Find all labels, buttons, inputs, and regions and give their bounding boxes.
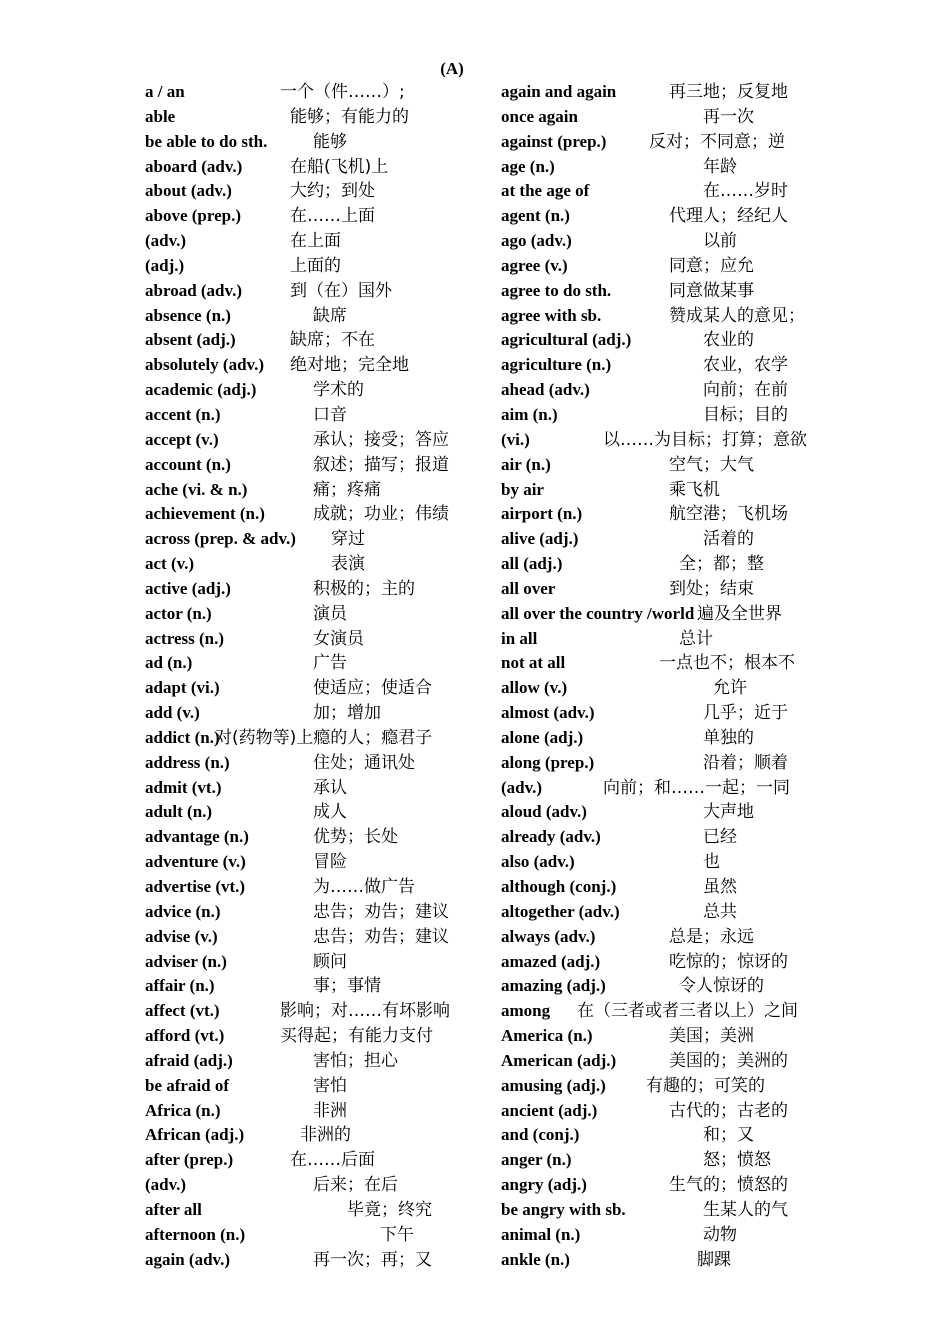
vocab-word: agree to do sth.: [501, 280, 612, 300]
vocab-entry: [501, 80, 841, 105]
vocab-entry: [501, 751, 841, 776]
vocab-entry: [145, 155, 485, 180]
vocab-entry: [501, 1123, 841, 1148]
vocab-entry: [145, 328, 485, 353]
vocab-meaning: 向前；在前: [703, 380, 788, 401]
vocab-meaning: 总共: [703, 901, 737, 922]
vocab-word: add (v.): [145, 703, 200, 723]
vocab-entry: [501, 776, 841, 801]
vocab-meaning: 在……后面: [290, 1150, 375, 1171]
vocab-word: angry (adj.): [501, 1175, 587, 1195]
vocab-word: after (prep.): [145, 1150, 234, 1170]
vocab-word: at the age of: [501, 181, 590, 201]
vocab-meaning: 活着的: [703, 529, 754, 550]
vocab-entry: [145, 999, 485, 1024]
vocab-meaning: 积极的；主的: [313, 578, 415, 599]
vocab-meaning: 事；事情: [313, 976, 381, 997]
vocab-entry: [501, 726, 841, 751]
vocab-word: actor (n.): [145, 603, 212, 623]
vocab-meaning: 年龄: [703, 156, 737, 177]
vocab-meaning: 到处；结束: [669, 578, 754, 599]
vocab-entry: [501, 279, 841, 304]
vocab-word: absolutely (adv.): [145, 355, 265, 375]
vocab-meaning: 总是；永远: [669, 926, 754, 947]
vocab-meaning: 成人: [313, 802, 347, 823]
vocab-entry: [145, 204, 485, 229]
vocab-meaning: 向前；和……一起；一同: [603, 777, 790, 798]
vocab-meaning: 在上面: [290, 231, 341, 252]
vocab-word: alone (adj.): [501, 727, 584, 747]
vocab-entry: [145, 353, 485, 378]
vocab-meaning: 农业的: [703, 330, 754, 351]
vocab-word: achievement (n.): [145, 504, 265, 524]
vocab-meaning: 乘飞机: [669, 479, 720, 500]
vocab-word: all over the country /world: [501, 603, 695, 623]
vocab-word: all over: [501, 578, 556, 598]
vocab-entry: [501, 1148, 841, 1173]
vocab-word: ancient (adj.): [501, 1100, 598, 1120]
vocab-word: air (n.): [501, 454, 551, 474]
vocab-word: advertise (vt.): [145, 877, 246, 896]
vocab-entry: [145, 1173, 485, 1198]
vocab-entry: [501, 1198, 841, 1223]
vocab-word: amazing (adj.): [501, 976, 606, 996]
vocab-word: although (conj.): [501, 877, 617, 896]
vocab-meaning: 下午: [380, 1224, 414, 1245]
vocab-word: affect (vt.): [145, 1001, 220, 1021]
vocab-entry: [145, 776, 485, 801]
vocab-entry: [501, 602, 841, 627]
vocab-word: above (prep.): [145, 206, 242, 226]
vocab-entry: [501, 1099, 841, 1124]
vocab-meaning: 以前: [703, 231, 737, 252]
vocab-meaning: 加；增加: [313, 703, 381, 724]
vocab-meaning: 非洲: [313, 1100, 347, 1121]
vocab-word: advantage (n.): [145, 827, 249, 847]
vocab-word: and (conj.): [501, 1125, 580, 1145]
vocab-meaning: 到（在）国外: [290, 280, 392, 301]
vocab-meaning: 非洲的: [300, 1125, 351, 1146]
vocab-entry: [145, 900, 485, 925]
vocab-meaning: 使适应；使适合: [313, 678, 432, 699]
vocab-entry: [145, 254, 485, 279]
vocab-meaning: 影响；对……有坏影响: [280, 1001, 450, 1022]
vocab-meaning: 优势；长处: [313, 827, 398, 848]
vocab-entry: [501, 229, 841, 254]
vocab-entry: [501, 1049, 841, 1074]
vocab-word: agriculture (n.): [501, 355, 612, 375]
vocab-entry: [145, 1123, 485, 1148]
vocab-meaning: 害怕: [313, 1075, 347, 1096]
vocab-meaning: 叙述；描写；报道: [313, 454, 449, 475]
vocab-meaning: 怒；愤怒: [703, 1150, 771, 1171]
vocab-meaning: 承认: [313, 777, 347, 798]
vocab-entry: [501, 999, 841, 1024]
vocab-meaning: 几乎；近于: [703, 703, 788, 724]
vocab-word: admit (vt.): [145, 777, 222, 797]
vocab-meaning: 在船(飞机)上: [290, 156, 389, 177]
vocab-entry: [501, 1173, 841, 1198]
vocab-entry: [145, 825, 485, 850]
vocab-entry: [145, 552, 485, 577]
vocab-meaning: 再一次: [703, 106, 754, 127]
vocab-meaning: 顾问: [313, 951, 347, 972]
vocab-meaning: 大声地: [703, 802, 754, 823]
vocab-entry: [145, 527, 485, 552]
vocab-word: act (v.): [145, 554, 195, 574]
vocab-meaning: 再三地；反复地: [669, 82, 788, 102]
vocab-entry: [145, 1099, 485, 1124]
vocab-entry: [145, 105, 485, 130]
vocab-word: aloud (adv.): [501, 802, 587, 822]
vocab-meaning: 再一次；再；又: [313, 1249, 432, 1270]
vocab-word: adviser (n.): [145, 951, 227, 971]
vocab-entry: [501, 527, 841, 552]
vocab-entry: [501, 577, 841, 602]
vocab-meaning: 目标；目的: [703, 404, 788, 425]
vocab-meaning: 美国；美洲: [669, 1026, 754, 1047]
vocab-entry: [145, 726, 485, 751]
vocab-word: be afraid of: [145, 1075, 230, 1095]
vocab-word: across (prep. & adv.): [145, 529, 296, 549]
vocab-word: again and again: [501, 82, 617, 101]
vocab-meaning: 沿着；顺着: [703, 752, 788, 773]
vocab-meaning: 能够: [313, 131, 347, 152]
vocab-word: again (adv.): [145, 1249, 231, 1269]
vocab-meaning: 生某人的气: [703, 1199, 788, 1220]
vocab-meaning: 生气的；愤怒的: [669, 1175, 788, 1196]
vocab-meaning: 遍及全世界: [697, 603, 782, 624]
vocab-meaning: 吃惊的；惊讶的: [669, 951, 788, 972]
vocab-entry: [145, 751, 485, 776]
vocab-meaning: 穿过: [331, 529, 365, 550]
vocab-entry: [501, 328, 841, 353]
vocab-meaning: 航空港；飞机场: [669, 504, 788, 525]
vocab-meaning: 反对；不同意；逆: [649, 131, 785, 152]
vocab-entry: [145, 676, 485, 701]
vocab-word: (adv.): [145, 231, 187, 251]
vocab-word: addict (n.): [145, 727, 220, 747]
vocab-meaning: 缺席: [313, 305, 347, 326]
vocab-entry: [501, 428, 841, 453]
vocab-meaning: 同意；应允: [669, 255, 754, 276]
vocab-meaning: 买得起；有能力支付: [280, 1026, 433, 1047]
vocab-meaning: 演员: [313, 603, 347, 624]
vocab-word: affair (n.): [145, 976, 215, 996]
vocab-word: abroad (adv.): [145, 280, 242, 300]
vocab-entry: [501, 353, 841, 378]
vocab-entry: [501, 676, 841, 701]
vocab-word: be able to do sth.: [145, 131, 268, 151]
vocab-meaning: 后来；在后: [313, 1175, 398, 1196]
vocab-word: address (n.): [145, 752, 230, 772]
vocab-meaning: 成就；功业；伟绩: [313, 504, 449, 525]
vocab-word: alive (adj.): [501, 529, 579, 549]
vocab-meaning: 在……岁时: [703, 181, 788, 202]
vocab-meaning: 冒险: [313, 852, 347, 873]
vocab-meaning: 毕竟；终究: [347, 1199, 432, 1220]
vocab-entry: [501, 453, 841, 478]
vocab-entry: [145, 974, 485, 999]
vocab-entry: [145, 800, 485, 825]
vocab-entry: [145, 1049, 485, 1074]
vocab-entry: [501, 825, 841, 850]
vocab-word: Africa (n.): [145, 1100, 221, 1120]
vocab-entry: [145, 627, 485, 652]
vocab-meaning: 以……为目标；打算；意欲: [603, 429, 807, 450]
vocab-entry: [145, 850, 485, 875]
vocab-meaning: 赞成某人的意见；: [669, 305, 805, 326]
vocab-entry: [501, 900, 841, 925]
vocab-entry: [145, 950, 485, 975]
vocab-word: agricultural (adj.): [501, 330, 632, 350]
vocab-word: ahead (adv.): [501, 380, 590, 400]
vocab-word: advice (n.): [145, 901, 221, 921]
vocab-word: be angry with sb.: [501, 1199, 626, 1219]
vocab-entry: [501, 378, 841, 403]
vocab-meaning: 绝对地；完全地: [290, 355, 409, 376]
vocab-word: not at all: [501, 653, 566, 673]
vocab-entry: [145, 1074, 485, 1099]
left-column: [145, 80, 485, 1273]
vocab-entry: [501, 701, 841, 726]
vocab-meaning: 一点也不；根本不: [659, 653, 795, 674]
vocab-entry: [501, 403, 841, 428]
vocab-entry: [145, 577, 485, 602]
vocab-word: ad (n.): [145, 653, 193, 673]
vocab-meaning: 脚踝: [697, 1249, 731, 1270]
vocab-entry: [145, 1223, 485, 1248]
vocab-entry: [145, 651, 485, 676]
vocab-word: a / an: [145, 82, 185, 101]
vocab-entry: [145, 701, 485, 726]
vocab-meaning: 美国的；美洲的: [669, 1050, 788, 1071]
vocab-entry: [501, 179, 841, 204]
vocab-meaning: 对(药物等)上瘾的人；瘾君子: [215, 727, 433, 748]
vocab-entry: [501, 254, 841, 279]
vocab-entry: [145, 403, 485, 428]
vocab-word: about (adv.): [145, 181, 232, 201]
vocab-word: advise (v.): [145, 926, 218, 946]
vocab-entry: [145, 453, 485, 478]
vocab-meaning: 承认；接受；答应: [313, 429, 449, 450]
vocab-meaning: 能够；有能力的: [290, 106, 409, 127]
vocab-word: active (adj.): [145, 578, 231, 598]
vocab-word: by air: [501, 479, 544, 499]
vocab-entry: [501, 1223, 841, 1248]
vocab-word: aim (n.): [501, 404, 558, 424]
vocab-word: account (n.): [145, 454, 231, 474]
vocab-word: accept (v.): [145, 429, 219, 449]
vocab-word: afternoon (n.): [145, 1224, 246, 1244]
vocab-word: animal (n.): [501, 1224, 581, 1244]
vocab-entry: [145, 875, 485, 900]
vocab-word: airport (n.): [501, 504, 583, 524]
vocab-word: (adv.): [145, 1175, 187, 1195]
vocab-meaning: 害怕；担心: [313, 1050, 398, 1071]
vocab-entry: [145, 130, 485, 155]
vocab-word: (adj.): [145, 255, 185, 275]
vocab-entry: [501, 651, 841, 676]
vocab-word: afford (vt.): [145, 1026, 225, 1046]
vocab-meaning: 总计: [679, 628, 713, 649]
vocab-word: in all: [501, 628, 538, 648]
vocab-entry: [501, 304, 841, 329]
vocab-meaning: 上面的: [290, 255, 341, 276]
vocab-entry: [501, 130, 841, 155]
vocab-word: ache (vi. & n.): [145, 479, 248, 499]
vocab-entry: [145, 179, 485, 204]
vocab-word: along (prep.): [501, 752, 595, 772]
vocab-meaning: 学术的: [313, 380, 364, 401]
vocab-entry: [145, 602, 485, 627]
vocab-meaning: 痛；疼痛: [313, 479, 381, 500]
vocab-entry: [145, 428, 485, 453]
vocab-word: agent (n.): [501, 206, 570, 226]
vocab-entry: [501, 950, 841, 975]
vocab-word: agree with sb.: [501, 305, 602, 325]
vocab-meaning: 住处；通讯处: [313, 752, 415, 773]
vocab-meaning: 在（三者或者三者以上）之间: [577, 1001, 798, 1022]
vocab-word: amazed (adj.): [501, 951, 601, 971]
vocab-word: allow (v.): [501, 678, 568, 698]
vocab-entry: [501, 875, 841, 900]
vocab-entry: [501, 1248, 841, 1273]
vocab-word: America (n.): [501, 1026, 593, 1046]
vocab-word: ankle (n.): [501, 1249, 570, 1269]
vocab-meaning: 古代的；古老的: [669, 1100, 788, 1121]
vocab-entry: [501, 204, 841, 229]
right-column: [501, 80, 841, 1273]
vocab-word: once again: [501, 106, 578, 126]
vocab-entry: [145, 1024, 485, 1049]
vocab-word: adapt (vi.): [145, 678, 220, 698]
vocab-entry: [501, 1024, 841, 1049]
vocab-word: absence (n.): [145, 305, 231, 325]
vocab-word: actress (n.): [145, 628, 224, 648]
vocab-meaning: 有趣的；可笑的: [646, 1075, 765, 1096]
vocab-meaning: 忠告；劝告；建议: [313, 901, 449, 922]
vocab-word: against (prep.): [501, 131, 607, 151]
vocab-meaning: 女演员: [313, 628, 364, 649]
vocab-meaning: 大约；到处: [290, 181, 375, 202]
vocab-entry: [145, 80, 485, 105]
vocab-entry: [145, 1148, 485, 1173]
vocab-meaning: 和；又: [703, 1125, 754, 1146]
vocab-entry: [501, 478, 841, 503]
vocab-meaning: 农业，农学: [703, 355, 788, 376]
vocab-entry: [501, 552, 841, 577]
vocab-entry: [501, 850, 841, 875]
vocab-word: (vi.): [501, 429, 530, 449]
vocab-word: amusing (adj.): [501, 1075, 606, 1095]
vocab-word: adventure (v.): [145, 852, 246, 872]
vocab-meaning: 虽然: [703, 877, 737, 897]
vocab-word: age (n.): [501, 156, 555, 176]
vocab-meaning: 代理人；经纪人: [669, 206, 788, 227]
vocab-entry: [145, 925, 485, 950]
page-heading: (A): [440, 59, 464, 78]
vocab-entry: [145, 279, 485, 304]
vocab-word: aboard (adv.): [145, 156, 243, 176]
vocab-meaning: 广告: [313, 653, 347, 674]
vocab-word: almost (adv.): [501, 703, 595, 723]
vocab-meaning: 动物: [703, 1224, 737, 1245]
vocab-word: academic (adj.): [145, 380, 257, 400]
vocab-meaning: 一个（件……）;: [280, 82, 405, 102]
vocab-entry: [501, 155, 841, 180]
vocab-word: ago (adv.): [501, 231, 572, 251]
vocab-meaning: 为……做广告: [313, 877, 415, 897]
vocab-entry: [145, 502, 485, 527]
vocab-entry: [501, 105, 841, 130]
vocab-word: accent (n.): [145, 404, 221, 424]
vocab-entry: [501, 627, 841, 652]
vocab-entry: [501, 502, 841, 527]
vocab-word: also (adv.): [501, 852, 575, 872]
vocab-word: all (adj.): [501, 554, 563, 574]
vocab-entry: [145, 1248, 485, 1273]
vocab-word: altogether (adv.): [501, 901, 620, 921]
vocab-entry: [501, 925, 841, 950]
vocab-meaning: 在……上面: [290, 206, 375, 227]
vocab-word: absent (adj.): [145, 330, 236, 350]
vocab-word: adult (n.): [145, 802, 213, 822]
vocab-word: agree (v.): [501, 255, 568, 275]
vocab-word: afraid (adj.): [145, 1050, 233, 1070]
vocab-meaning: 已经: [703, 827, 737, 848]
vocab-entry: [501, 1074, 841, 1099]
vocab-meaning: 忠告；劝告；建议: [313, 926, 449, 947]
vocab-meaning: 也: [703, 852, 720, 873]
vocab-meaning: 令人惊讶的: [679, 976, 764, 997]
vocab-entry: [501, 800, 841, 825]
vocab-entry: [145, 1198, 485, 1223]
vocab-meaning: 口音: [313, 404, 347, 425]
vocab-word: American (adj.): [501, 1050, 617, 1070]
vocab-entry: [145, 378, 485, 403]
vocab-entry: [145, 229, 485, 254]
vocab-word: always (adv.): [501, 926, 596, 946]
vocab-word: African (adj.): [145, 1125, 245, 1145]
vocab-entry: [501, 974, 841, 999]
vocab-meaning: 缺席；不在: [290, 330, 375, 351]
vocab-meaning: 空气；大气: [669, 454, 754, 475]
vocab-word: among: [501, 1001, 551, 1021]
vocab-meaning: 允许: [713, 678, 747, 699]
vocab-entry: [145, 478, 485, 503]
vocab-meaning: 单独的: [703, 727, 754, 748]
vocab-word: able: [145, 106, 176, 126]
vocab-word: (adv.): [501, 777, 543, 797]
vocab-word: after all: [145, 1199, 202, 1219]
vocab-word: anger (n.): [501, 1150, 572, 1170]
vocab-meaning: 表演: [331, 554, 365, 575]
vocab-entry: [145, 304, 485, 329]
vocab-meaning: 同意做某事: [669, 280, 754, 301]
vocab-word: already (adv.): [501, 827, 601, 847]
vocab-meaning: 全；都；整: [679, 554, 764, 575]
